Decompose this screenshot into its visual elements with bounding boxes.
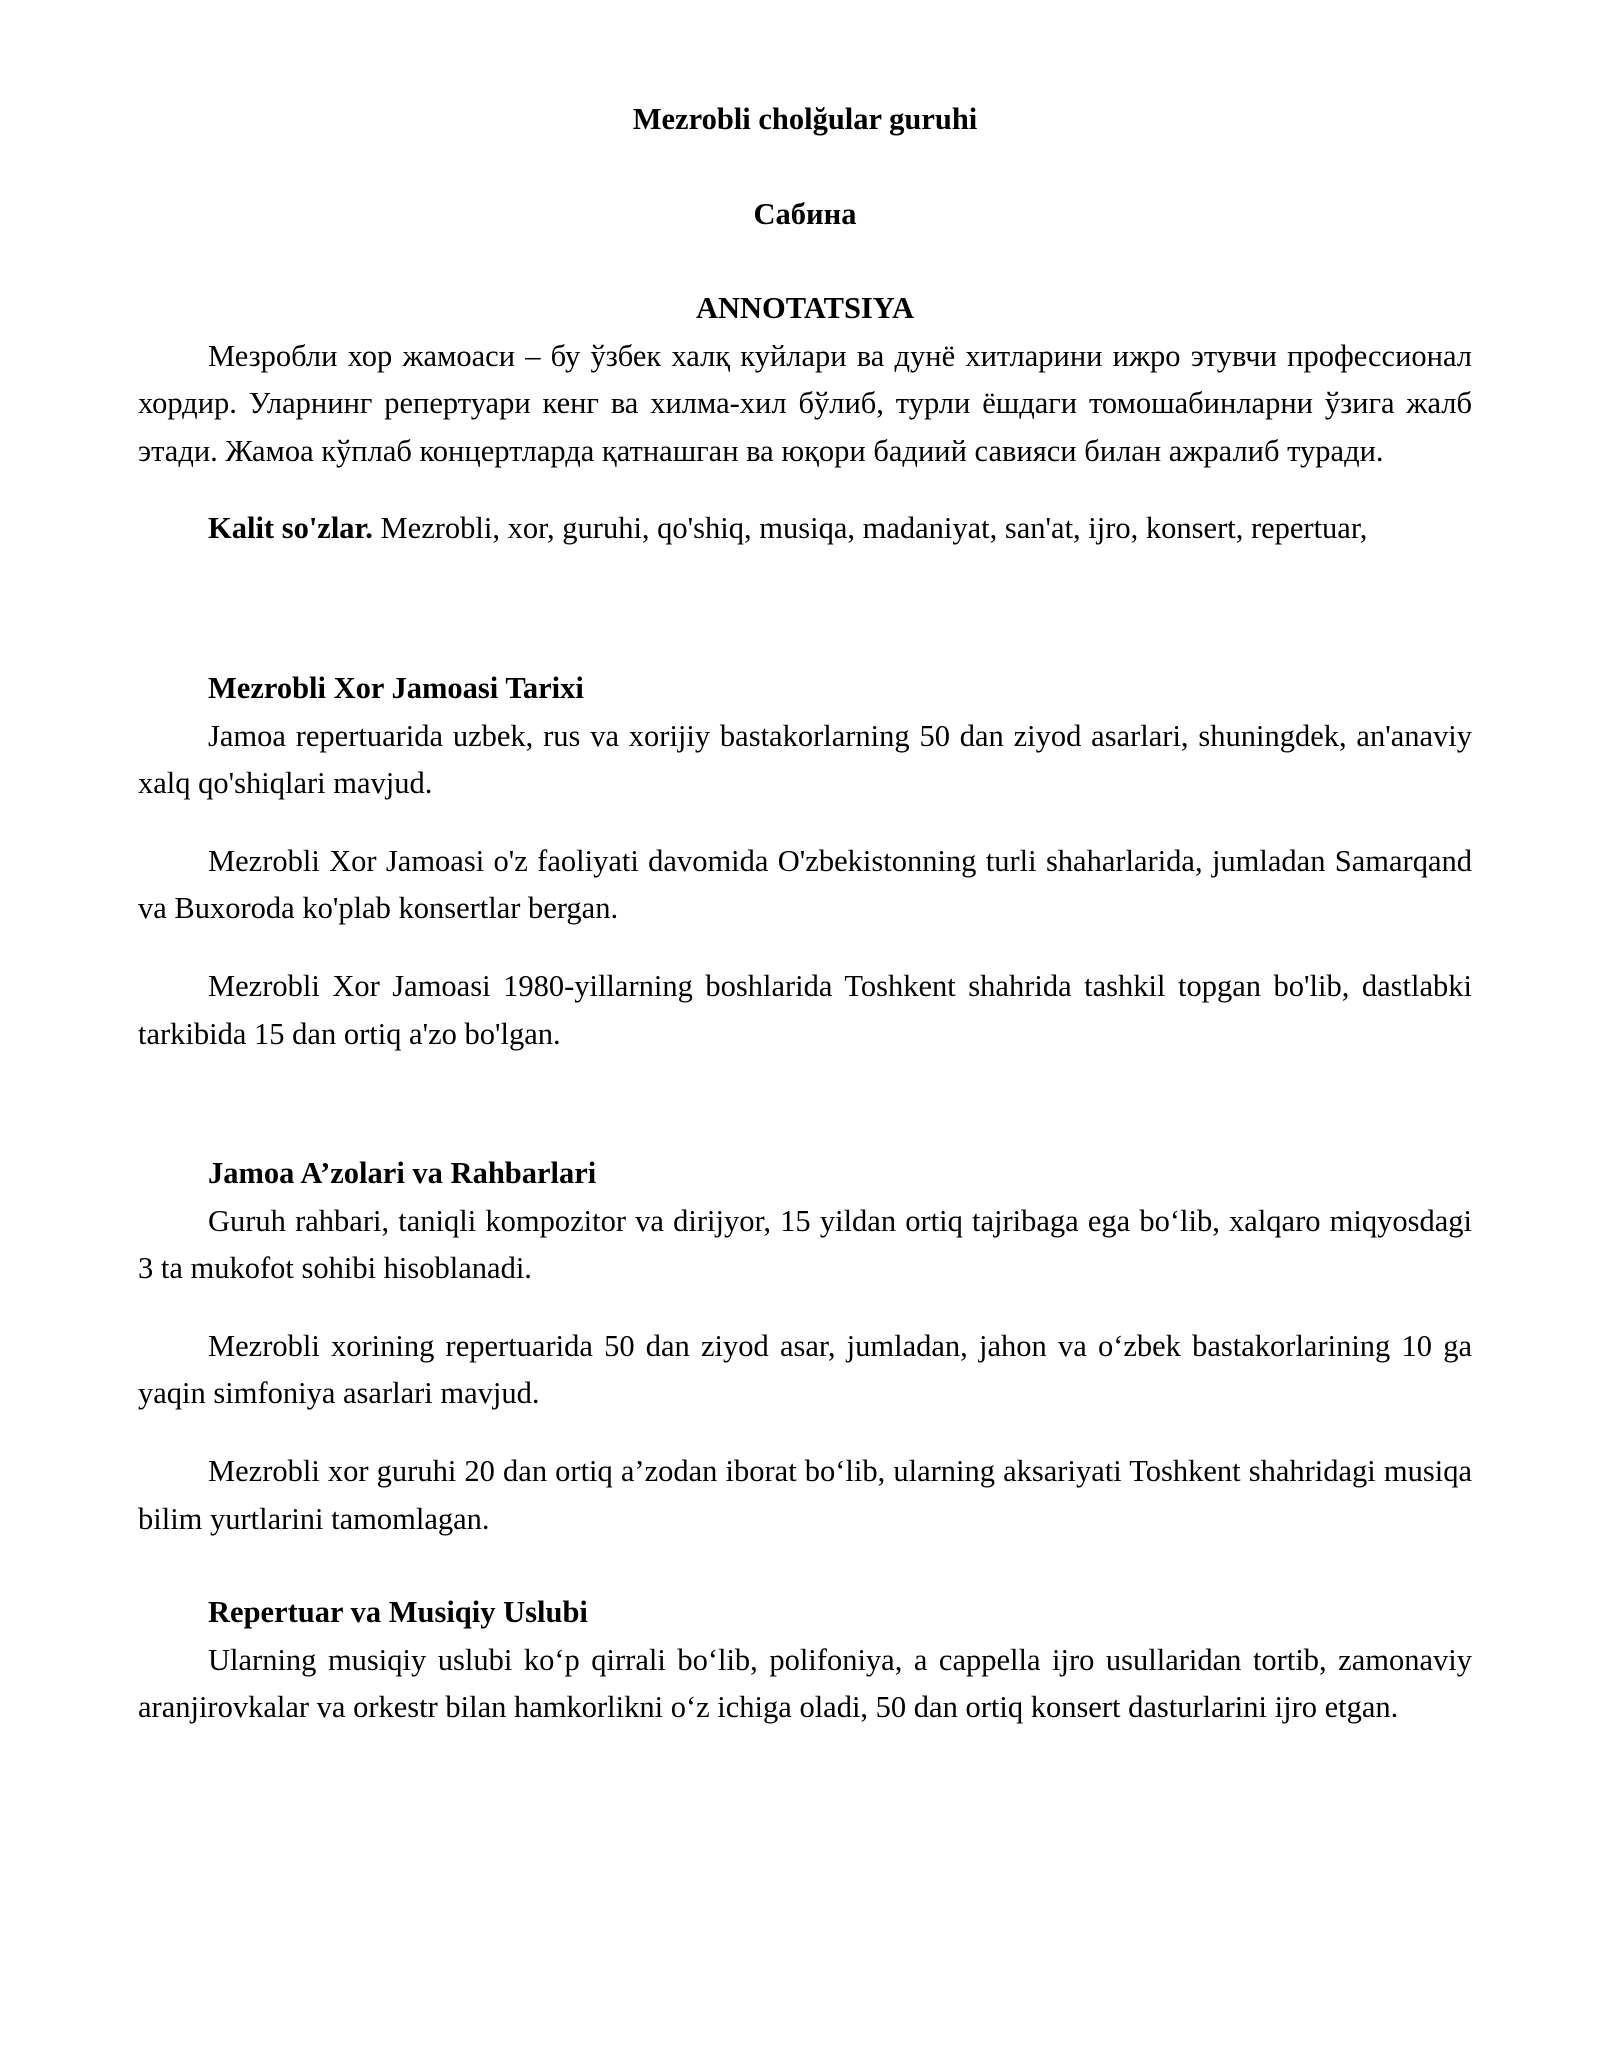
section-heading-repertoire: Repertuar va Musiqiy Uslubi — [208, 1595, 588, 1630]
keywords-list: Mezrobli, xor, guruhi, qo'shiq, musiqa, madaniyat, san'at, ijro, konsert, repertuar, — [372, 511, 1368, 546]
section-heading-history: Mezrobli Xor Jamoasi Tarixi — [208, 671, 584, 706]
section-repertoire-paragraph-1: Ularning musiqiy uslubi ko‘p qirrali bo‘lib, polifoniya, a cappella ijro usullaridan tortib, zamonaviy aranjirovkalar va orkestr bilan hamkorlikni o‘z ichiga oladi, 50 dan ortiq konsert dasturlarini ijro etgan. — [138, 1642, 1472, 1725]
paragraph-spacer — [138, 808, 1472, 838]
document-body — [138, 96, 1472, 1732]
section-spacer — [138, 1058, 1472, 1150]
document-author: Сабина — [753, 196, 857, 231]
keywords-section-spacer — [138, 553, 1472, 665]
annotation-heading: ANNOTATSIYA — [695, 291, 915, 326]
paragraph-spacer — [138, 1418, 1472, 1448]
author-annotation-spacer — [138, 238, 1472, 285]
section-history-paragraph-3: Mezrobli Xor Jamoasi 1980-yillarning boshlarida Toshkent shahrida tashkil topgan bo'lib, dastlabki tarkibida 15 dan ortiq a'zo bo'lgan. — [138, 968, 1472, 1051]
section-members-paragraph-3: Mezrobli xor guruhi 20 dan ortiq a’zodan iborat bo‘lib, ularning aksariyati Toshkent shahridagi musiqa bilim yurtlarini tamomlagan. — [138, 1453, 1472, 1536]
document-title: Mezrobli cholğular guruhi — [632, 102, 978, 136]
keywords-paragraph — [138, 505, 1472, 553]
annotation-keywords-spacer — [138, 475, 1472, 505]
paragraph-spacer — [138, 1293, 1472, 1323]
section-history-paragraph-1: Jamoa repertuarida uzbek, rus va xorijiy bastakorlarning 50 dan ziyod asarlari, shuningdek, an'anaviy xalq qo'shiqlari mavjud. — [138, 718, 1472, 801]
title-author-spacer — [138, 144, 1472, 191]
section-history-paragraph-2: Mezrobli Xor Jamoasi o'z faoliyati davomida O'zbekistonning turli shaharlarida, jumladan Samarqand va Buxoroda ko'plab konsertlar bergan. — [138, 843, 1472, 926]
section-members-paragraph-2: Mezrobli xorining repertuarida 50 dan ziyod asar, jumladan, jahon va o‘zbek bastakorlarining 10 ga yaqin simfoniya asarlari mavjud. — [138, 1328, 1472, 1411]
annotation-paragraph: Мезробли хор жамоаси – бу ўзбек халқ куйлари ва дунё хитларини ижро этувчи профессионал хордир. Уларнинг репертуари кенг ва хилма-хил бўлиб, турли ёшдаги томошабинларни ўзига жалб этади. Жамоа кўплаб концертларда қатнашган ва юқори бадиий савияси билан ажралиб туради. — [138, 338, 1472, 468]
section-spacer — [138, 1543, 1472, 1589]
keywords-label: Kalit so'zlar. — [208, 511, 373, 546]
section-members-paragraph-1: Guruh rahbari, taniqli kompozitor va dirijyor, 15 yildan ortiq tajribaga ega bo‘lib, xalqaro miqyosdagi 3 ta mukofot sohibi hisoblanadi. — [138, 1203, 1472, 1286]
paragraph-spacer — [138, 933, 1472, 963]
section-heading-members: Jamoa A’zolari va Rahbarlari — [208, 1156, 597, 1191]
